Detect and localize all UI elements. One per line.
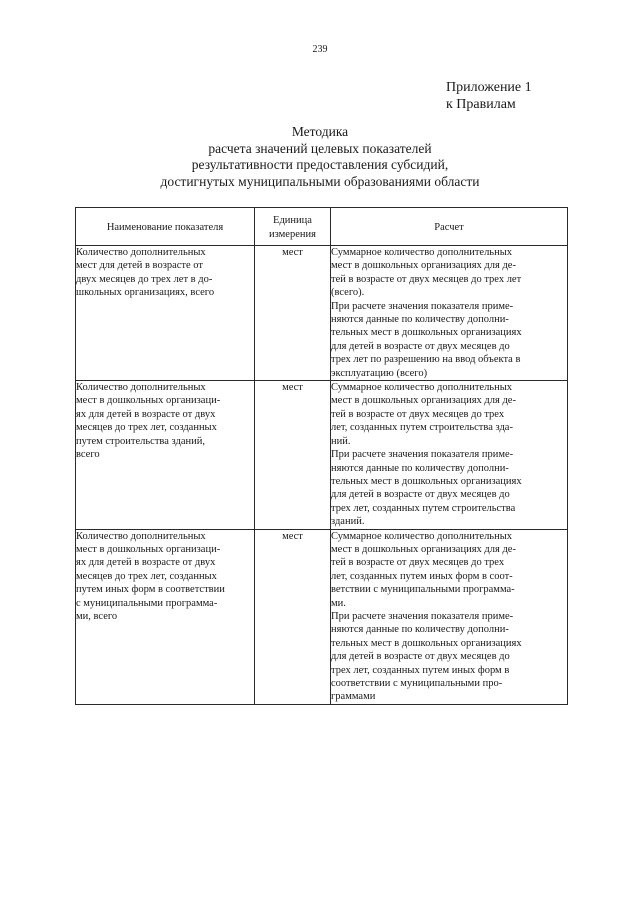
- calculation-line: Суммарное количество дополнительных: [331, 382, 513, 394]
- title-line-2: расчета значений целевых показателей: [208, 140, 432, 156]
- calculation-line: тей в возрасте от двух месяцев до трех: [331, 557, 505, 569]
- calculation-line: трех лет по разрешению на ввод объекта в: [331, 354, 521, 366]
- table-row: [76, 529, 568, 704]
- calculation-line: тельных мест в дошкольных организациях: [331, 475, 522, 487]
- calculation-line: лет, созданных путем строительства зда-: [331, 422, 513, 434]
- indicator-name-cell: [76, 246, 255, 381]
- calculation-line: При расчете значения показателя приме-: [331, 610, 514, 622]
- table-row: [76, 381, 568, 529]
- calculation-line: мест в дошкольных организациях для де-: [331, 543, 516, 555]
- calculation-line: для детей в возрасте от двух месяцев до: [331, 651, 510, 663]
- document-title: [0, 124, 640, 190]
- indicator-name-line: мест в дошкольных организаци-: [76, 543, 221, 555]
- calculation-line: для детей в возрасте от двух месяцев до: [331, 340, 510, 352]
- indicator-name-cell: [76, 381, 255, 529]
- calculation-line: лет, созданных путем иных форм в соот-: [331, 570, 513, 582]
- title-line-4: достигнутых муниципальными образованиями области: [160, 173, 480, 189]
- indicator-name-line: месяцев до трех лет, созданных: [76, 422, 217, 434]
- indicator-name-line: всего: [76, 449, 100, 461]
- calculation-line: тей в возрасте от двух месяцев до трех лет: [331, 273, 522, 285]
- indicator-name-line: мест в дошкольных организаци-: [76, 395, 221, 407]
- calculation-line: Суммарное количество дополнительных: [331, 247, 513, 258]
- calculation-cell: [331, 246, 568, 381]
- calculation-line: трех лет, созданных путем строительства: [331, 502, 516, 514]
- indicators-table: [75, 207, 568, 705]
- calculation-line: эксплуатацию (всего): [331, 367, 428, 379]
- indicator-name-line: Количество дополнительных: [76, 247, 206, 258]
- calculation-line: граммами: [331, 691, 376, 703]
- indicator-name-line: Количество дополнительных: [76, 530, 206, 542]
- appendix-line-2: к Правилам: [446, 97, 516, 112]
- calculation-line: (всего).: [331, 287, 365, 299]
- unit-cell: мест: [255, 529, 331, 704]
- indicator-name-line: школьных организациях, всего: [76, 287, 215, 299]
- title-line-1: Методика: [291, 124, 349, 139]
- indicator-name-line: месяцев до трех лет, созданных: [76, 570, 217, 582]
- page-number: 239: [312, 44, 328, 55]
- calculation-cell: [331, 381, 568, 529]
- calculation-line: тельных мест в дошкольных организациях: [331, 637, 522, 649]
- calculation-line: для детей в возрасте от двух месяцев до: [331, 489, 510, 501]
- appendix-reference: [446, 79, 532, 113]
- unit-cell: мест: [255, 381, 331, 529]
- indicator-name-cell: [76, 529, 255, 704]
- header-calculation: Расчет: [331, 208, 568, 246]
- calculation-line: мест в дошкольных организациях для де-: [331, 260, 516, 272]
- unit-cell: мест: [255, 246, 331, 381]
- indicator-name-line: ми, всего: [76, 610, 118, 622]
- table-row: [76, 246, 568, 381]
- calculation-line: трех лет, созданных путем иных форм в: [331, 664, 510, 676]
- appendix-line-1: Приложение 1: [446, 80, 532, 95]
- calculation-line: ний.: [331, 435, 351, 447]
- header-unit-line-1: Единица: [273, 215, 312, 227]
- indicator-name-line: Количество дополнительных: [76, 382, 206, 394]
- calculation-line: ветствии с муниципальными программа-: [331, 584, 515, 596]
- indicator-name-line: ях для детей в возрасте от двух: [76, 557, 216, 569]
- calculation-line: соответствии с муниципальными про-: [331, 678, 503, 689]
- indicator-name-line: с муниципальными программа-: [76, 597, 218, 609]
- calculation-line: мест в дошкольных организациях для де-: [331, 395, 516, 407]
- calculation-line: няются данные по количеству дополни-: [331, 624, 509, 636]
- calculation-line: ми.: [331, 597, 346, 609]
- calculation-line: няются данные по количеству дополни-: [331, 314, 509, 326]
- indicator-name-line: двух месяцев до трех лет в до-: [76, 273, 213, 285]
- header-indicator-name: Наименование показателя: [76, 208, 255, 246]
- calculation-line: няются данные по количеству дополни-: [331, 462, 509, 474]
- calculation-cell: [331, 529, 568, 704]
- calculation-line: При расчете значения показателя приме-: [331, 449, 514, 461]
- calculation-line: зданий.: [331, 516, 365, 528]
- title-line-3: результативности предоставления субсидий,: [191, 157, 449, 172]
- table-body: [76, 246, 568, 705]
- indicator-name-line: путем строительства зданий,: [76, 435, 205, 447]
- indicator-name-line: ях для детей в возрасте от двух: [76, 408, 216, 420]
- header-unit: [255, 208, 331, 246]
- header-unit-line-2: измерения: [269, 228, 316, 240]
- calculation-line: Суммарное количество дополнительных: [331, 530, 513, 542]
- calculation-line: тельных мест в дошкольных организациях: [331, 327, 522, 339]
- calculation-line: При расчете значения показателя приме-: [331, 300, 514, 312]
- indicator-name-line: мест для детей в возрасте от: [76, 260, 203, 272]
- table-header-row: [76, 208, 568, 246]
- calculation-line: тей в возрасте от двух месяцев до трех: [331, 408, 505, 420]
- indicator-name-line: путем иных форм в соответствии: [76, 584, 225, 596]
